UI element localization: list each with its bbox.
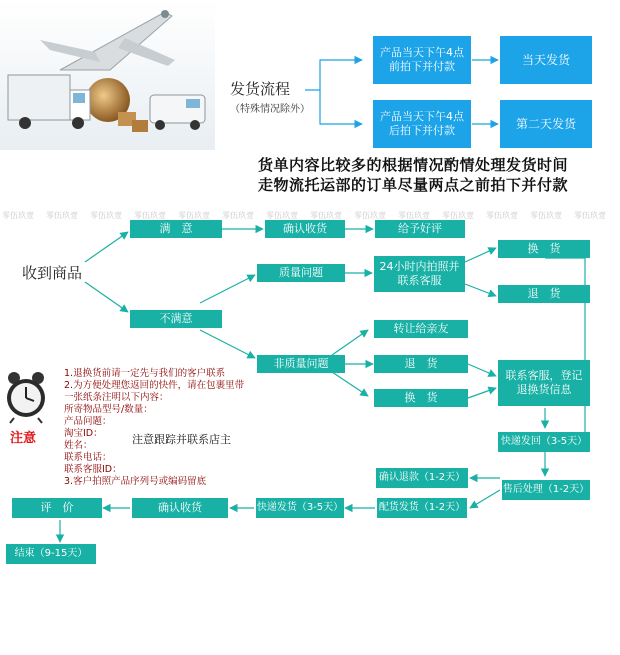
unsatisfied-box: 不满意 bbox=[130, 310, 222, 328]
express-back-box: 快递发回（3-5天） bbox=[498, 432, 590, 452]
contact-service-register-box: 联系客服，登记退换货信息 bbox=[498, 360, 590, 406]
exchange-box-2: 换 货 bbox=[374, 389, 468, 407]
after-sales-box: 售后处理（1-2天） bbox=[502, 480, 590, 500]
prepare-ship-box: 配货发货（1-2天） bbox=[377, 498, 467, 518]
received-goods-label: 收到商品 bbox=[22, 264, 83, 282]
satisfied-box: 满 意 bbox=[130, 220, 222, 238]
confirm-refund-box: 确认退款（1-2天） bbox=[376, 468, 468, 488]
alarm-clock-icon bbox=[4, 370, 48, 424]
contact-within-24h-box: 24小时内拍照并联系客服 bbox=[374, 256, 465, 292]
review-box: 评 价 bbox=[12, 498, 102, 518]
good-review-box: 给予好评 bbox=[375, 220, 465, 238]
attention-label: 注意 bbox=[10, 431, 37, 446]
bold-note-2: 走物流托运部的订单尽量两点之前拍下并付款 bbox=[258, 176, 569, 194]
end-box: 结束（9-15天） bbox=[6, 544, 96, 564]
watermark-row: 零伍玖壹 零伍玖壹 零伍玖壹 零伍玖壹 零伍玖壹 零伍玖壹 零伍玖壹 零伍玖壹 零伍玖壹 零伍玖壹 零伍玖壹 零伍玖壹 零伍玖壹 零伍玖壹 bbox=[2, 211, 606, 220]
express-ship-box: 快递发货（3-5天） bbox=[256, 498, 344, 518]
transfer-to-friend-box: 转让给亲友 bbox=[374, 320, 468, 338]
return-box-2: 退 货 bbox=[374, 355, 468, 373]
result-same-day: 当天发货 bbox=[500, 36, 592, 84]
confirm-receipt-box: 确认收货 bbox=[265, 220, 345, 238]
condition-after-4pm: 产品当天下午4点后拍下并付款 bbox=[373, 100, 471, 148]
tracking-note: 注意跟踪并联系店主 bbox=[132, 433, 231, 446]
condition-before-4pm: 产品当天下午4点前拍下并付款 bbox=[373, 36, 471, 84]
exchange-box: 换 货 bbox=[498, 240, 590, 258]
shipping-process-subtitle: （特殊情况除外） bbox=[230, 104, 310, 115]
quality-issue-box: 质量问题 bbox=[257, 264, 345, 282]
result-next-day: 第二天发货 bbox=[500, 100, 592, 148]
bold-note-1: 货单内容比较多的根据情况酌情处理发货时间 bbox=[258, 156, 569, 174]
confirm-receipt-box-2: 确认收货 bbox=[132, 498, 228, 518]
non-quality-issue-box: 非质量问题 bbox=[257, 355, 345, 373]
return-box: 退 货 bbox=[498, 285, 590, 303]
shipping-process-title: 发货流程 bbox=[230, 80, 291, 98]
